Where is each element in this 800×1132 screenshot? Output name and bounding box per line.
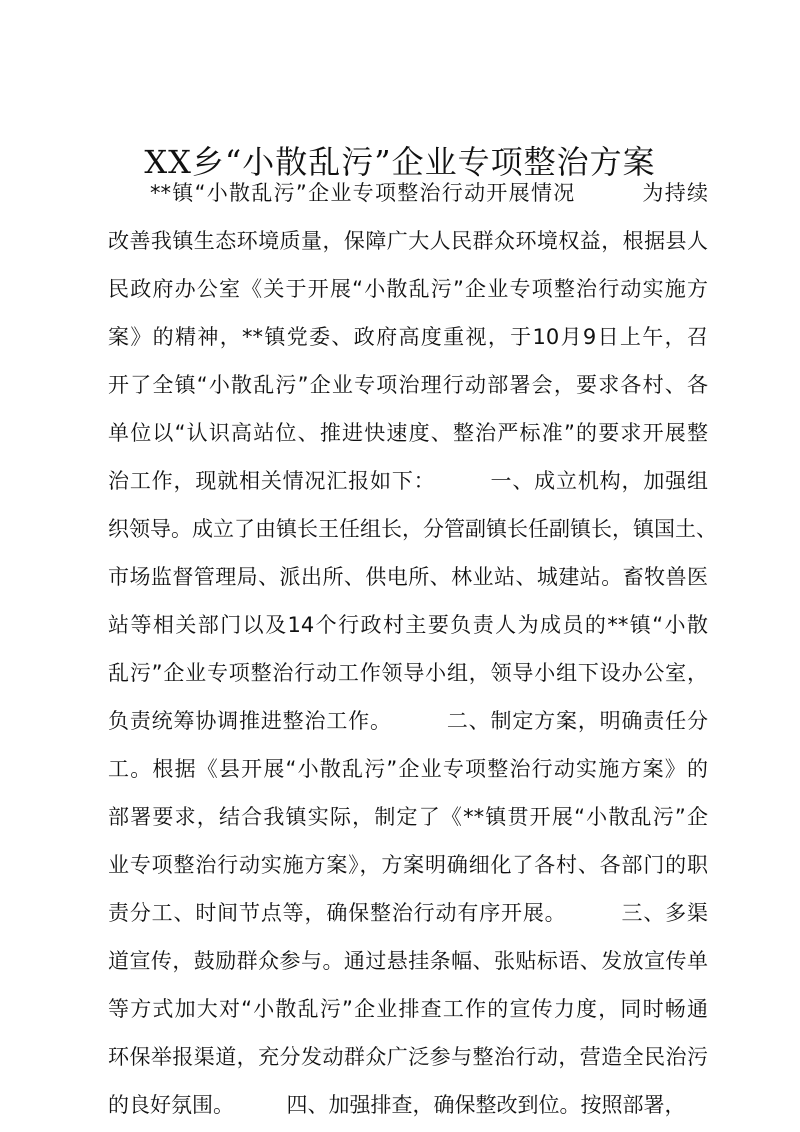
body-line: 单位以“认识高站位、推进快速度、整治严标准”的要求开展整 [108, 421, 708, 445]
body-line: 的良好氛围。 四、加强排查，确保整改到位。按照部署， [108, 1093, 686, 1117]
body-line: 案》的精神，**镇党委、政府高度重视，于10月9日上午，召 [108, 325, 708, 349]
body-line: 治工作，现就相关情况汇报如下： 一、成立机构，加强组 [108, 469, 708, 493]
body-line: 等方式加大对“小散乱污”企业排查工作的宣传力度，同时畅通 [108, 997, 708, 1021]
body-line: 业专项整治行动实施方案》，方案明确细化了各村、各部门的职 [108, 853, 708, 877]
body-line: 道宣传，鼓励群众参与。通过悬挂条幅、张贴标语、发放宣传单 [108, 949, 708, 973]
document-title: XX乡“小散乱污”企业专项整治方案 [144, 143, 656, 181]
body-line: **镇“小散乱污”企业专项整治行动开展情况 为持续 [150, 181, 708, 205]
body-line: 工。根据《县开展“小散乱污”企业专项整治行动实施方案》的 [108, 757, 708, 781]
body-line: 环保举报渠道，充分发动群众广泛参与整治行动，营造全民治污 [108, 1045, 708, 1069]
body-line: 乱污”企业专项整治行动工作领导小组，领导小组下设办公室， [108, 661, 708, 685]
body-line: 部署要求，结合我镇实际，制定了《**镇贯开展“小散乱污”企 [108, 805, 708, 829]
body-line: 改善我镇生态环境质量，保障广大人民群众环境权益，根据县人 [108, 229, 708, 253]
body-line: 民政府办公室《关于开展“小散乱污”企业专项整治行动实施方 [108, 277, 708, 301]
document-body [108, 169, 717, 1129]
body-line: 责分工、时间节点等，确保整治行动有序开展。 三、多渠 [108, 901, 708, 925]
body-line: 市场监督管理局、派出所、供电所、林业站、城建站。畜牧兽医 [108, 565, 708, 589]
body-line: 开了全镇“小散乱污”企业专项治理行动部署会，要求各村、各 [108, 373, 708, 397]
body-line: 负责统筹协调推进整治工作。 二、制定方案，明确责任分 [108, 709, 708, 733]
body-line: 织领导。成立了由镇长王任组长，分管副镇长任副镇长，镇国土、 [108, 517, 717, 541]
body-line: 站等相关部门以及14个行政村主要负责人为成员的**镇“小散 [108, 613, 708, 637]
